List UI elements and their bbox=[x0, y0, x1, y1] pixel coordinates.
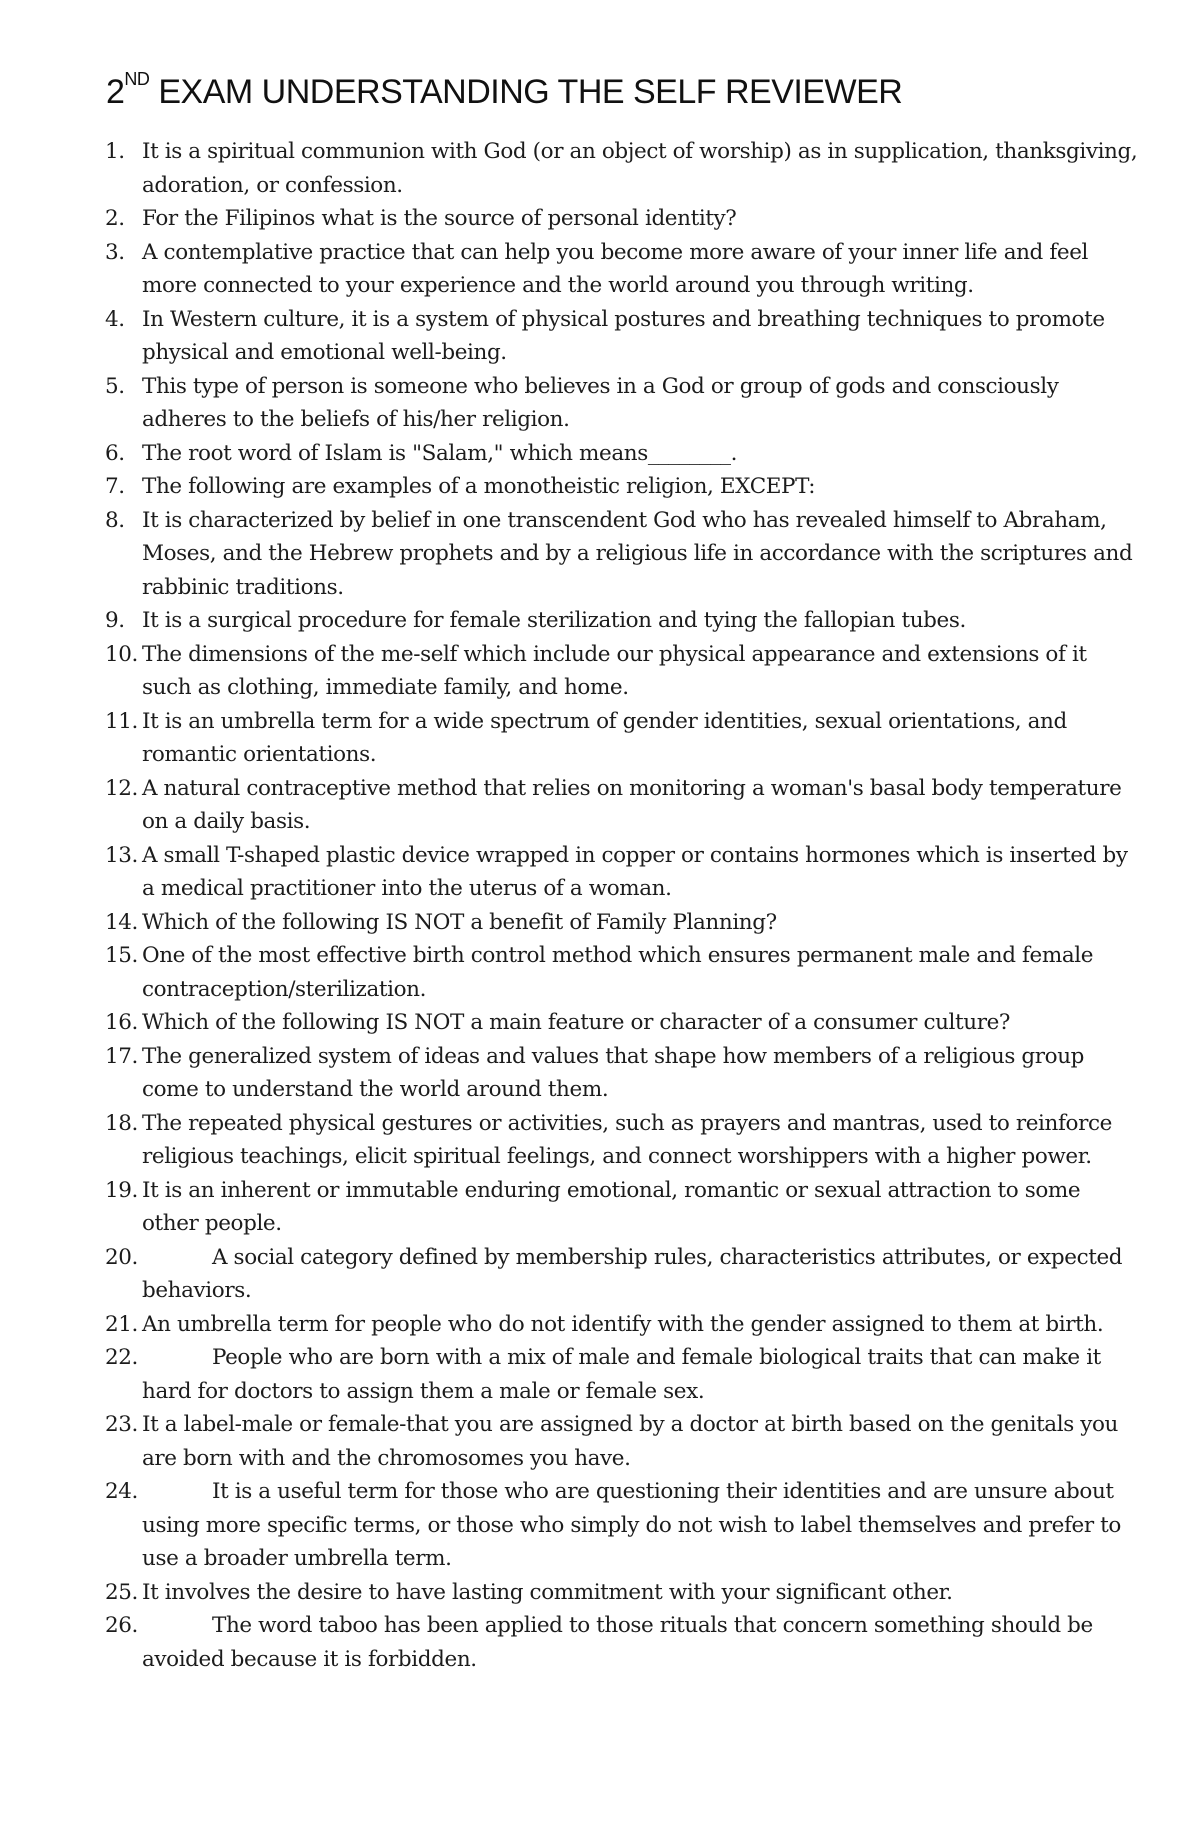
question-item bbox=[0, 370, 1200, 437]
question-text: Which of the following IS NOT a benefit of Family Planning? bbox=[142, 909, 777, 935]
question-number: 3. bbox=[105, 239, 125, 265]
question-item bbox=[0, 1241, 1200, 1308]
question-item bbox=[0, 1475, 1200, 1576]
question-text: A contemplative practice that can help you become more aware of your inner life and feel more connected to your experience and the world around you through writing. bbox=[142, 239, 1089, 298]
title-prefix: 2 bbox=[106, 73, 125, 111]
question-text: It is an umbrella term for a wide spectrum of gender identities, sexual orientations, and romantic orientations. bbox=[142, 708, 1067, 767]
question-item bbox=[0, 1006, 1200, 1040]
question-number: 1. bbox=[105, 139, 125, 164]
question-text: The following are examples of a monotheistic religion, EXCEPT: bbox=[142, 474, 816, 499]
question-text: The root word of Islam is "Salam," which means________. bbox=[142, 440, 738, 466]
question-text: In Western culture, it is a system of physical postures and breathing techniques to promote physical and emotional well-being. bbox=[142, 306, 1105, 365]
question-item bbox=[0, 470, 1200, 504]
question-item bbox=[0, 638, 1200, 705]
question-number: 20. bbox=[105, 1244, 138, 1270]
question-number: 6. bbox=[105, 440, 125, 466]
question-item bbox=[0, 135, 1200, 202]
question-text: An umbrella term for people who do not identify with the gender assigned to them at birth. bbox=[142, 1311, 1104, 1337]
question-item bbox=[0, 705, 1200, 772]
question-number: 12. bbox=[105, 775, 138, 801]
question-number: 21. bbox=[105, 1311, 138, 1337]
question-number: 23. bbox=[105, 1412, 138, 1437]
question-text: Which of the following IS NOT a main feature or character of a consumer culture? bbox=[142, 1010, 1011, 1035]
question-item bbox=[0, 1408, 1200, 1475]
question-item bbox=[0, 303, 1200, 370]
question-number: 10. bbox=[105, 641, 138, 667]
question-item bbox=[0, 772, 1200, 839]
question-item bbox=[0, 437, 1200, 471]
title-text: EXAM UNDERSTANDING THE SELF REVIEWER bbox=[149, 73, 903, 111]
question-number: 19. bbox=[105, 1177, 138, 1203]
question-text: It is a useful term for those who are questioning their identities and are unsure about using more specific terms, or those who simply do not wish to label themselves and prefer to use a broader umbrella term. bbox=[142, 1479, 1121, 1571]
question-number: 11. bbox=[105, 708, 138, 734]
title-superscript: ND bbox=[124, 69, 150, 89]
question-item bbox=[0, 504, 1200, 605]
question-text: A small T-shaped plastic device wrapped in copper or contains hormones which is inserted by a medical practitioner into the uterus of a woman. bbox=[142, 842, 1128, 901]
question-number: 14. bbox=[105, 909, 138, 935]
question-text: It involves the desire to have lasting commitment with your significant other. bbox=[142, 1579, 953, 1605]
question-item bbox=[0, 604, 1200, 638]
question-text: A natural contraceptive method that relies on monitoring a woman's basal body temperature on a daily basis. bbox=[142, 775, 1122, 834]
question-number: 17. bbox=[105, 1043, 138, 1069]
question-item bbox=[0, 939, 1200, 1006]
question-item bbox=[0, 202, 1200, 236]
page-title bbox=[106, 69, 903, 113]
question-text: It a label-male or female-that you are assigned by a doctor at birth based on the genitals you are born with and the chromosomes you have. bbox=[142, 1412, 1119, 1471]
question-text: It is a spiritual communion with God (or an object of worship) as in supplication, thanksgiving, adoration, or confession. bbox=[142, 139, 1138, 198]
question-item bbox=[0, 236, 1200, 303]
question-number: 8. bbox=[105, 507, 125, 533]
question-item bbox=[0, 1341, 1200, 1408]
question-text: The generalized system of ideas and values that shape how members of a religious group come to understand the world around them. bbox=[142, 1043, 1085, 1102]
question-text: A social category defined by membership rules, characteristics attributes, or expected behaviors. bbox=[142, 1244, 1123, 1303]
question-number: 18. bbox=[105, 1110, 138, 1136]
question-text: It is a surgical procedure for female sterilization and tying the fallopian tubes. bbox=[142, 608, 966, 633]
question-item bbox=[0, 1308, 1200, 1342]
question-text: The dimensions of the me-self which include our physical appearance and extensions of it such as clothing, immediate family, and home. bbox=[142, 641, 1087, 700]
question-number: 13. bbox=[105, 842, 138, 868]
question-number: 22. bbox=[105, 1345, 138, 1370]
question-list bbox=[0, 135, 1200, 1676]
question-number: 25. bbox=[105, 1579, 138, 1605]
question-number: 2. bbox=[105, 206, 125, 231]
question-number: 16. bbox=[105, 1010, 138, 1035]
question-number: 9. bbox=[105, 608, 125, 633]
question-number: 15. bbox=[105, 943, 138, 968]
question-item bbox=[0, 906, 1200, 940]
question-item bbox=[0, 1040, 1200, 1107]
question-text: The repeated physical gestures or activities, such as prayers and mantras, used to reinforce religious teachings, elicit spiritual feelings, and connect worshippers with a higher power. bbox=[142, 1110, 1112, 1169]
question-text: The word taboo has been applied to those rituals that concern something should be avoided because it is forbidden. bbox=[142, 1613, 1093, 1672]
question-item bbox=[0, 1609, 1200, 1676]
question-number: 24. bbox=[105, 1479, 138, 1504]
question-text: This type of person is someone who believes in a God or group of gods and consciously adheres to the beliefs of his/her religion. bbox=[142, 373, 1059, 432]
question-number: 4. bbox=[105, 306, 125, 332]
question-text: For the Filipinos what is the source of personal identity? bbox=[142, 206, 737, 231]
question-number: 7. bbox=[105, 474, 125, 499]
question-text: It is characterized by belief in one transcendent God who has revealed himself to Abraham, Moses, and the Hebrew prophets and by a religious life in accordance with the scriptures and rabbinic traditions. bbox=[142, 507, 1133, 600]
question-item bbox=[0, 1107, 1200, 1174]
question-item bbox=[0, 1576, 1200, 1610]
question-number: 5. bbox=[105, 373, 125, 399]
question-item bbox=[0, 839, 1200, 906]
question-text: One of the most effective birth control method which ensures permanent male and female contraception/sterilization. bbox=[142, 943, 1094, 1002]
question-text: It is an inherent or immutable enduring emotional, romantic or sexual attraction to some other people. bbox=[142, 1177, 1081, 1236]
question-text: People who are born with a mix of male and female biological traits that can make it hard for doctors to assign them a male or female sex. bbox=[142, 1345, 1101, 1404]
question-item bbox=[0, 1174, 1200, 1241]
question-number: 26. bbox=[105, 1613, 138, 1638]
